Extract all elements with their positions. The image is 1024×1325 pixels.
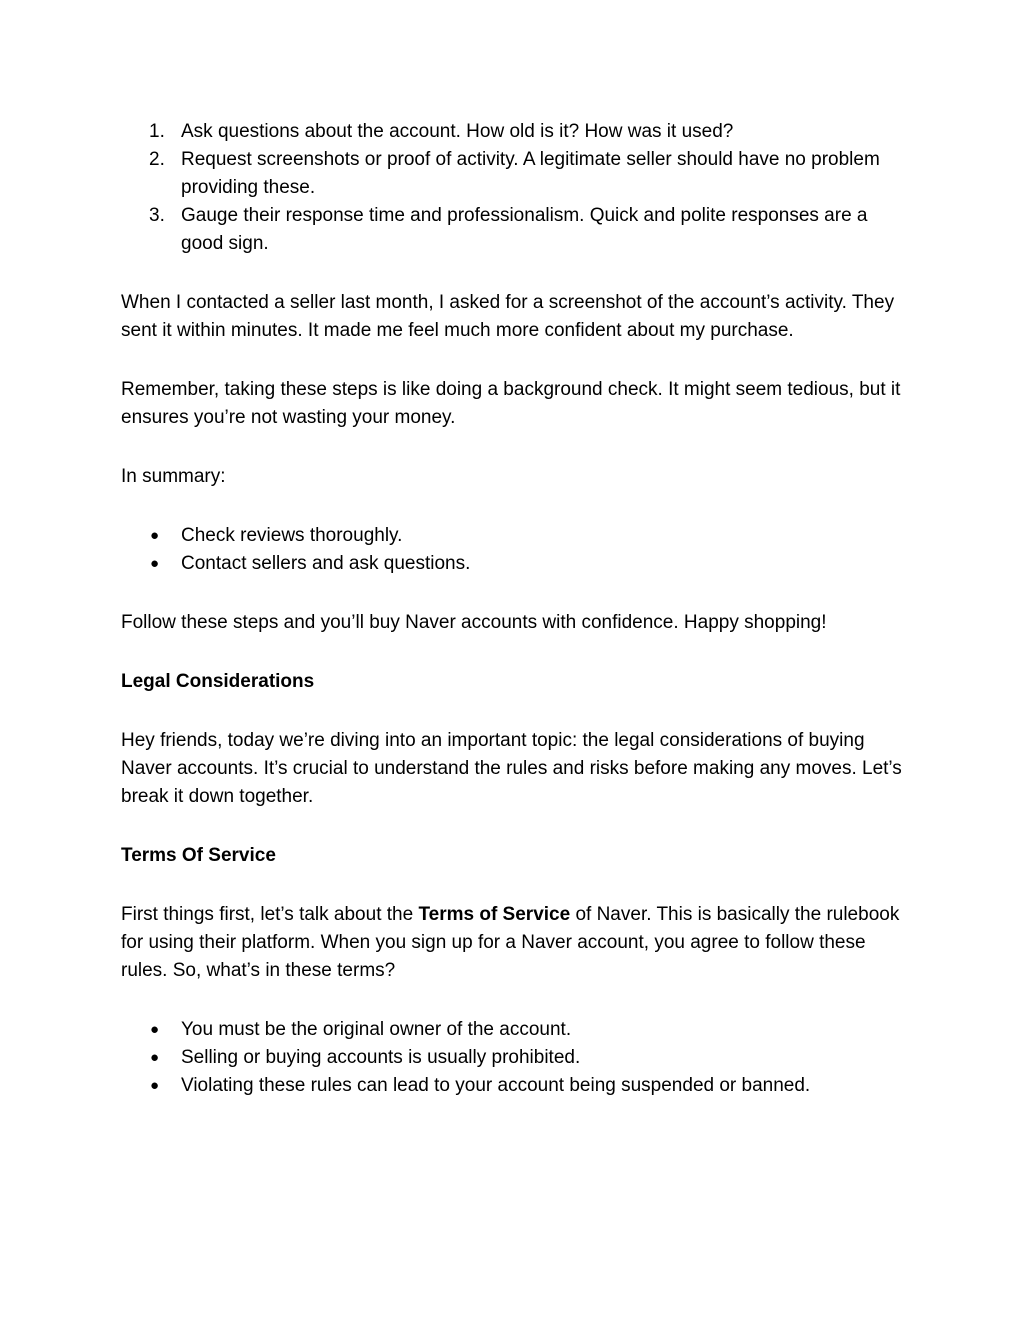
list-item-text: Ask questions about the account. How old is it? How was it used? (181, 121, 734, 142)
list-item (121, 1072, 906, 1100)
list-number: 2. (149, 149, 165, 170)
list-item-text: Request screenshots or proof of activity. A legitimate seller should have no problem providing these. (181, 149, 880, 198)
bullet-icon: ● (150, 1021, 160, 1038)
bullet-icon: ● (150, 527, 160, 544)
list-item-text: You must be the original owner of the account. (181, 1019, 572, 1040)
heading-legal-considerations: Legal Considerations (121, 671, 315, 692)
steps-list (121, 118, 906, 258)
list-item (121, 1044, 906, 1072)
paragraph-follow: Follow these steps and you’ll buy Naver accounts with confidence. Happy shopping! (121, 612, 827, 633)
heading-terms-of-service: Terms Of Service (121, 845, 276, 866)
list-number: 3. (149, 205, 165, 226)
summary-label: In summary: (121, 466, 226, 487)
terms-text-after: of Naver. This is basically the rulebook for using their platform. When you sign up for a Naver account, you agree to follow these rules. So, what’s in these terms? (121, 904, 900, 981)
paragraph-remember: Remember, taking these steps is like doing a background check. It might seem tedious, but it ensures you’re not wasting your money. (121, 379, 901, 428)
list-item (121, 146, 906, 202)
list-item-text: Check reviews thoroughly. (181, 525, 403, 546)
bullet-icon: ● (150, 1077, 160, 1094)
paragraph-legal: Hey friends, today we’re diving into an important topic: the legal considerations of buying Naver accounts. It’s crucial to understand the rules and risks before making any moves. Let’s break it down together. (121, 730, 902, 807)
paragraph-contact: When I contacted a seller last month, I asked for a screenshot of the account’s activity. They sent it within minutes. It made me feel much more confident about my purchase. (121, 292, 895, 341)
terms-text-bold: Terms of Service (418, 904, 571, 925)
document-page (121, 118, 906, 1100)
list-item (121, 522, 906, 550)
list-number: 1. (149, 121, 165, 142)
bullet-icon: ● (150, 555, 160, 572)
bullet-icon: ● (150, 1049, 160, 1066)
list-item-text: Violating these rules can lead to your account being suspended or banned. (181, 1075, 811, 1096)
list-item-text: Gauge their response time and professionalism. Quick and polite responses are a good sign. (181, 205, 868, 254)
list-item-text: Contact sellers and ask questions. (181, 553, 471, 574)
paragraph-terms (121, 901, 906, 985)
list-item (121, 1016, 906, 1044)
terms-text-before: First things first, let’s talk about the (121, 904, 419, 925)
list-item-text: Selling or buying accounts is usually prohibited. (181, 1047, 581, 1068)
terms-list (121, 1016, 906, 1100)
list-item (121, 202, 906, 258)
list-item (121, 118, 906, 146)
list-item (121, 550, 906, 578)
summary-list (121, 522, 906, 578)
